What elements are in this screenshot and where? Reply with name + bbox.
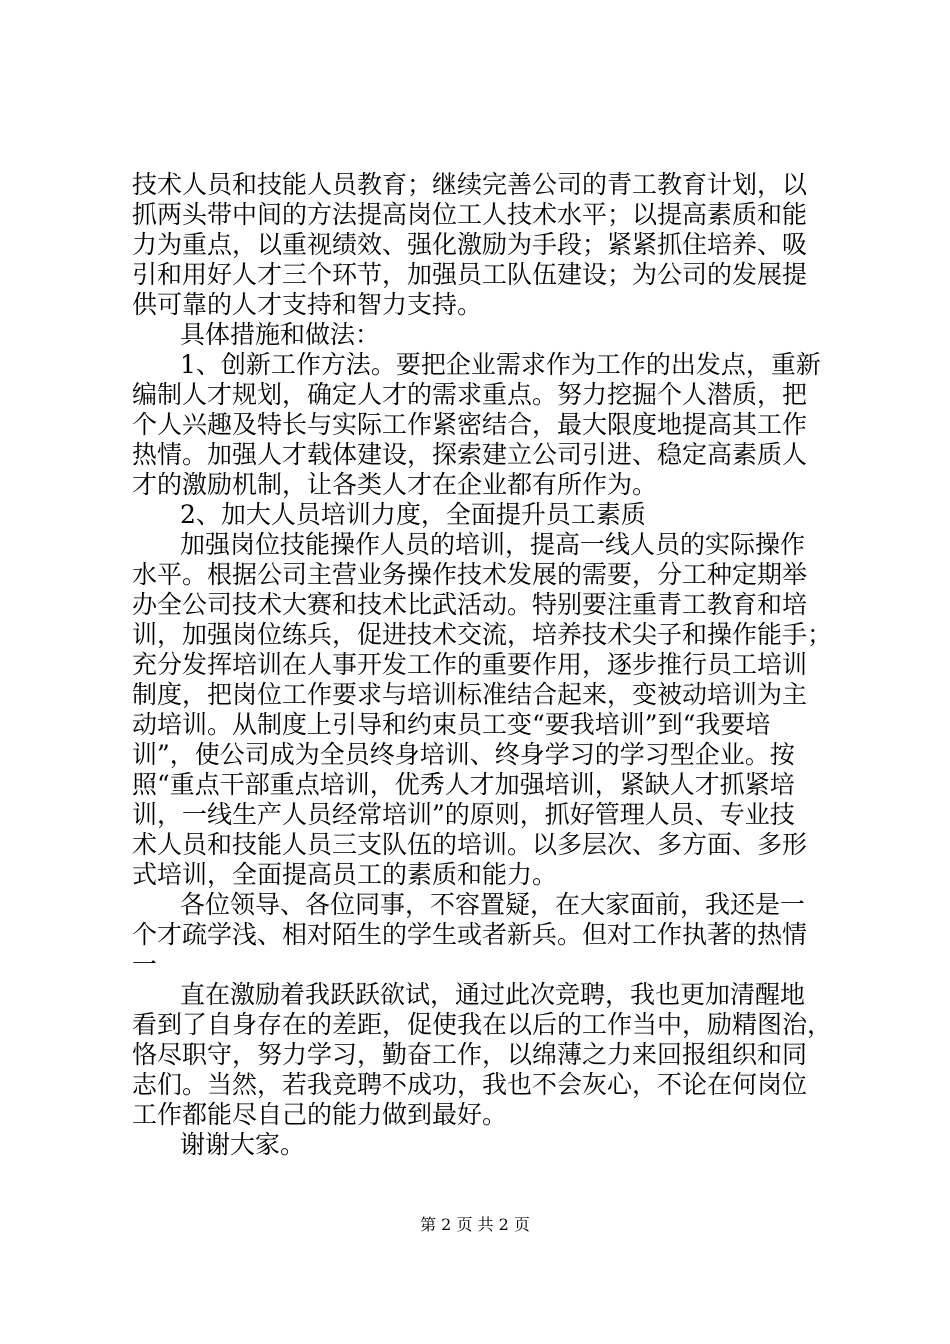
- text-line: 制度，把岗位工作要求与培训标准结合起来，变被动培训为主: [132, 680, 808, 709]
- text-line: 各位领导、各位同事，不容置疑，在大家面前，我还是一: [180, 890, 806, 919]
- text-line: 式培训，全面提高员工的素质和能力。: [132, 860, 558, 889]
- text-line: 看到了自身存在的差距，促使我在以后的工作当中，励精图治，: [132, 1010, 833, 1039]
- text-line: 一: [132, 950, 158, 979]
- text-line: 训”，使公司成为全员终身培训、终身学习的学习型企业。按: [132, 740, 795, 769]
- text-line: 恪尽职守，努力学习，勤奋工作，以绵薄之力来回报组织和同: [132, 1040, 808, 1069]
- text-line: 个人兴趣及特长与实际工作紧密结合，最大限度地提高其工作: [132, 410, 808, 439]
- text-line: 谢谢大家。: [180, 1130, 306, 1159]
- text-line: 技术人员和技能人员教育；继续完善公司的青工教育计划，以: [132, 170, 808, 199]
- text-line: 具体措施和做法：: [180, 320, 381, 349]
- text-line: 术人员和技能人员三支队伍的培训。以多层次、多方面、多形: [132, 830, 808, 859]
- text-line: 志们。当然，若我竞聘不成功，我也不会灰心，不论在何岗位: [132, 1070, 808, 1099]
- text-line: 训，加强岗位练兵，促进技术交流，培养技术尖子和操作能手；: [132, 620, 833, 649]
- text-line: 力为重点，以重视绩效、强化激励为手段；紧紧抓住培养、吸: [132, 230, 808, 259]
- text-line: 水平。根据公司主营业务操作技术发展的需要，分工种定期举: [132, 560, 808, 589]
- text-line: 直在激励着我跃跃欲试，通过此次竞聘，我也更加清醒地: [180, 980, 806, 1009]
- text-line: 充分发挥培训在人事开发工作的重要作用，逐步推行员工培训: [132, 650, 808, 679]
- text-line: 个才疏学浅、相对陌生的学生或者新兵。但对工作执著的热情: [132, 920, 808, 949]
- text-line: 引和用好人才三个环节，加强员工队伍建设；为公司的发展提: [132, 260, 808, 289]
- text-line: 训，一线生产人员经常培训”的原则，抓好管理人员、专业技: [132, 800, 795, 829]
- text-line: 热情。加强人才载体建设，探索建立公司引进、稳定高素质人: [132, 440, 808, 469]
- text-line: 办全公司技术大赛和技术比武活动。特别要注重青工教育和培: [132, 590, 808, 619]
- text-line: 加强岗位技能操作人员的培训，提高一线人员的实际操作: [180, 530, 806, 559]
- text-line: 才的激励机制，让各类人才在企业都有所作为。: [132, 470, 658, 499]
- text-line: 动培训。从制度上引导和约束员工变“要我培训”到“我要培: [132, 710, 771, 739]
- text-line: 供可靠的人才支持和智力支持。: [132, 290, 483, 319]
- text-line: 抓两头带中间的方法提高岗位工人技术水平；以提高素质和能: [132, 200, 808, 229]
- text-line: 1、创新工作方法。要把企业需求作为工作的出发点，重新: [180, 350, 821, 379]
- text-line: 编制人才规划，确定人才的需求重点。努力挖掘个人潜质，把: [132, 380, 808, 409]
- text-line: 照“重点干部重点培训，优秀人才加强培训，紧缺人才抓紧培: [132, 770, 795, 799]
- page-footer: 第 2 页 共 2 页: [420, 1215, 530, 1234]
- text-line: 工作都能尽自己的能力做到最好。: [132, 1100, 508, 1129]
- text-line: 2、加大人员培训力度，全面提升员工素质: [180, 500, 646, 529]
